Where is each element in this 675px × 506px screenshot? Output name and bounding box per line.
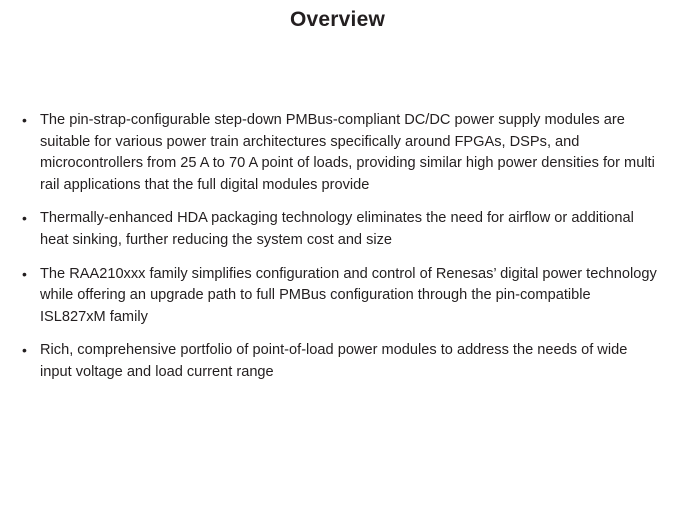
list-item bbox=[18, 208, 658, 251]
bullet-list bbox=[18, 110, 658, 384]
list-item bbox=[18, 264, 658, 329]
list-item-text: Thermally-enhanced HDA packaging technology eliminates the need for airflow or additional heat sinking, further reducing the system cost and size bbox=[40, 210, 634, 248]
list-item-text: Rich, comprehensive portfolio of point-of-load power modules to address the needs of wide input voltage and load current range bbox=[40, 342, 628, 380]
bullet-marker-icon: • bbox=[22, 342, 27, 359]
page-title: Overview bbox=[290, 8, 385, 31]
list-item bbox=[18, 340, 658, 383]
bullet-marker-icon: • bbox=[22, 210, 27, 227]
bullet-marker-icon: • bbox=[22, 112, 27, 128]
bullet-marker-icon: • bbox=[22, 265, 27, 282]
list-item-text: The RAA210xxx family simplifies configuration and control of Renesas’ digital power technology while offering an upgrade path to full PMBus configuration through the pin-compatible ISL827xM family bbox=[40, 265, 657, 325]
list-item-text: The pin-strap-configurable step-down PMBus-compliant DC/DC power supply modules are suitable for various power train architectures specifically around FPGAs, DSPs, and microcontrollers from 25 A to 70 A point of loads, providing similar high power densities for multi rail applications that the full digital modules provide bbox=[40, 112, 655, 193]
list-item bbox=[18, 110, 658, 196]
